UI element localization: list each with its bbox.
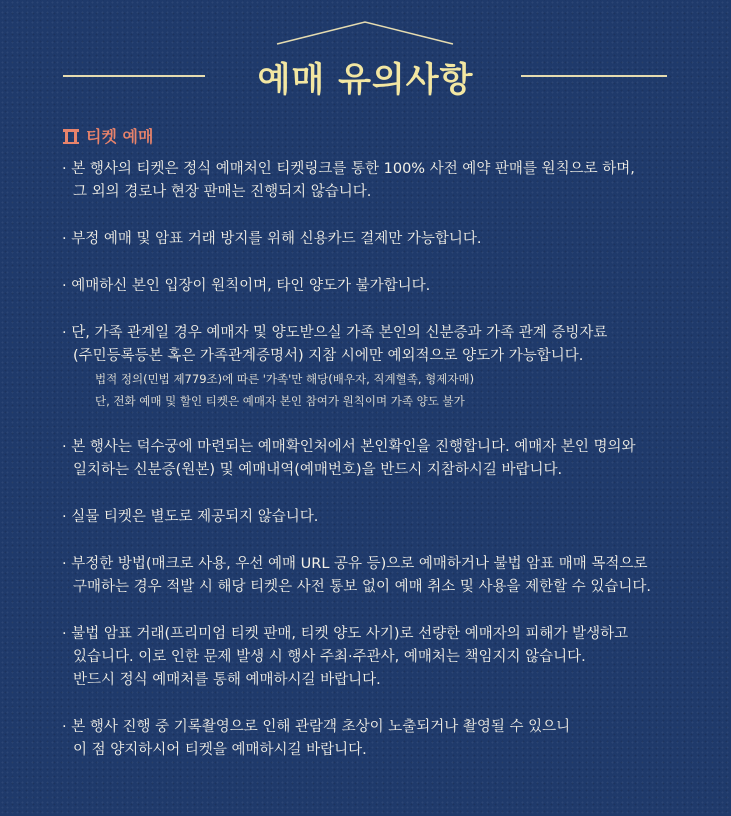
notice-item xyxy=(62,716,702,762)
notice-line: 구매하는 경우 적발 시 해당 티켓은 사전 통보 없이 예매 취소 및 사용을 제한할 수 있습니다. xyxy=(73,579,651,595)
notice-line: 반드시 정식 예매처를 통해 예매하시길 바랍니다. xyxy=(73,672,381,688)
notice-item xyxy=(62,158,702,204)
notice-line: 일치하는 신분증(원본) 및 예매내역(예매번호)을 반드시 지참하시길 바랍니다. xyxy=(73,462,563,478)
notice-item xyxy=(62,553,702,599)
notice-line: · 실물 티켓은 별도로 제공되지 않습니다. xyxy=(62,509,319,525)
notice-line: · 부정한 방법(매크로 사용, 우선 예매 URL 공유 등)으로 예매하거나 불법 암표 매매 목적으로 xyxy=(62,556,648,572)
notice-item xyxy=(62,623,702,692)
notice-line: · 본 행사는 덕수궁에 마련되는 예매확인처에서 본인확인을 진행합니다. 예매자 본인 명의와 xyxy=(62,439,636,455)
section-title: 티켓 예매 xyxy=(86,127,154,146)
notice-subline: 법적 정의(민법 제779조)에 따른 '가족'만 해당(배우자, 직계혈족, 형제자매) xyxy=(95,372,475,386)
notice-line: 이 점 양지하시어 티켓을 예매하시길 바랍니다. xyxy=(73,742,367,758)
notice-item xyxy=(62,506,702,529)
notice-line: · 불법 암표 거래(프리미엄 티켓 판매, 티켓 양도 사기)로 선량한 예매자의 피해가 발생하고 xyxy=(62,626,629,642)
section-heading xyxy=(62,124,153,147)
notice-line: · 단, 가족 관계일 경우 예매자 및 양도받으실 가족 본인의 신분증과 가족 관계 증빙자료 xyxy=(62,325,608,341)
page-title: 예매 유의사항 xyxy=(257,60,474,100)
notice-item xyxy=(62,436,702,482)
notice-line: · 부정 예매 및 암표 거래 방지를 위해 신용카드 결제만 가능합니다. xyxy=(62,231,482,247)
title-rule-right xyxy=(521,75,667,77)
page-header xyxy=(0,0,731,120)
notice-line: 그 외의 경로나 현장 판매는 진행되지 않습니다. xyxy=(73,184,372,200)
pillar-icon xyxy=(62,127,80,145)
notice-item xyxy=(62,322,702,412)
notice-line: (주민등록등본 혹은 가족관계증명서) 지참 시에만 예외적으로 양도가 가능합니다. xyxy=(73,348,584,364)
notice-line: 있습니다. 이로 인한 문제 발생 시 행사 주최·주관사, 예매처는 책임지지 않습니다. xyxy=(73,649,586,665)
notice-line: · 본 행사 진행 중 기록촬영으로 인해 관람객 초상이 노출되거나 촬영될 수 있으니 xyxy=(62,719,571,735)
notice-subline: 단, 전화 예매 및 할인 티켓은 예매자 본인 참여가 원칙이며 가족 양도 불가 xyxy=(95,394,465,408)
notice-line: · 본 행사의 티켓은 정식 예매처인 티켓링크를 통한 100% 사전 예약 판매를 원칙으로 하며, xyxy=(62,161,635,177)
notice-list xyxy=(62,158,702,786)
roof-ornament-icon xyxy=(275,20,455,46)
notice-item xyxy=(62,275,702,298)
notice-line: · 예매하신 본인 입장이 원칙이며, 타인 양도가 불가합니다. xyxy=(62,278,431,294)
notice-item xyxy=(62,228,702,251)
